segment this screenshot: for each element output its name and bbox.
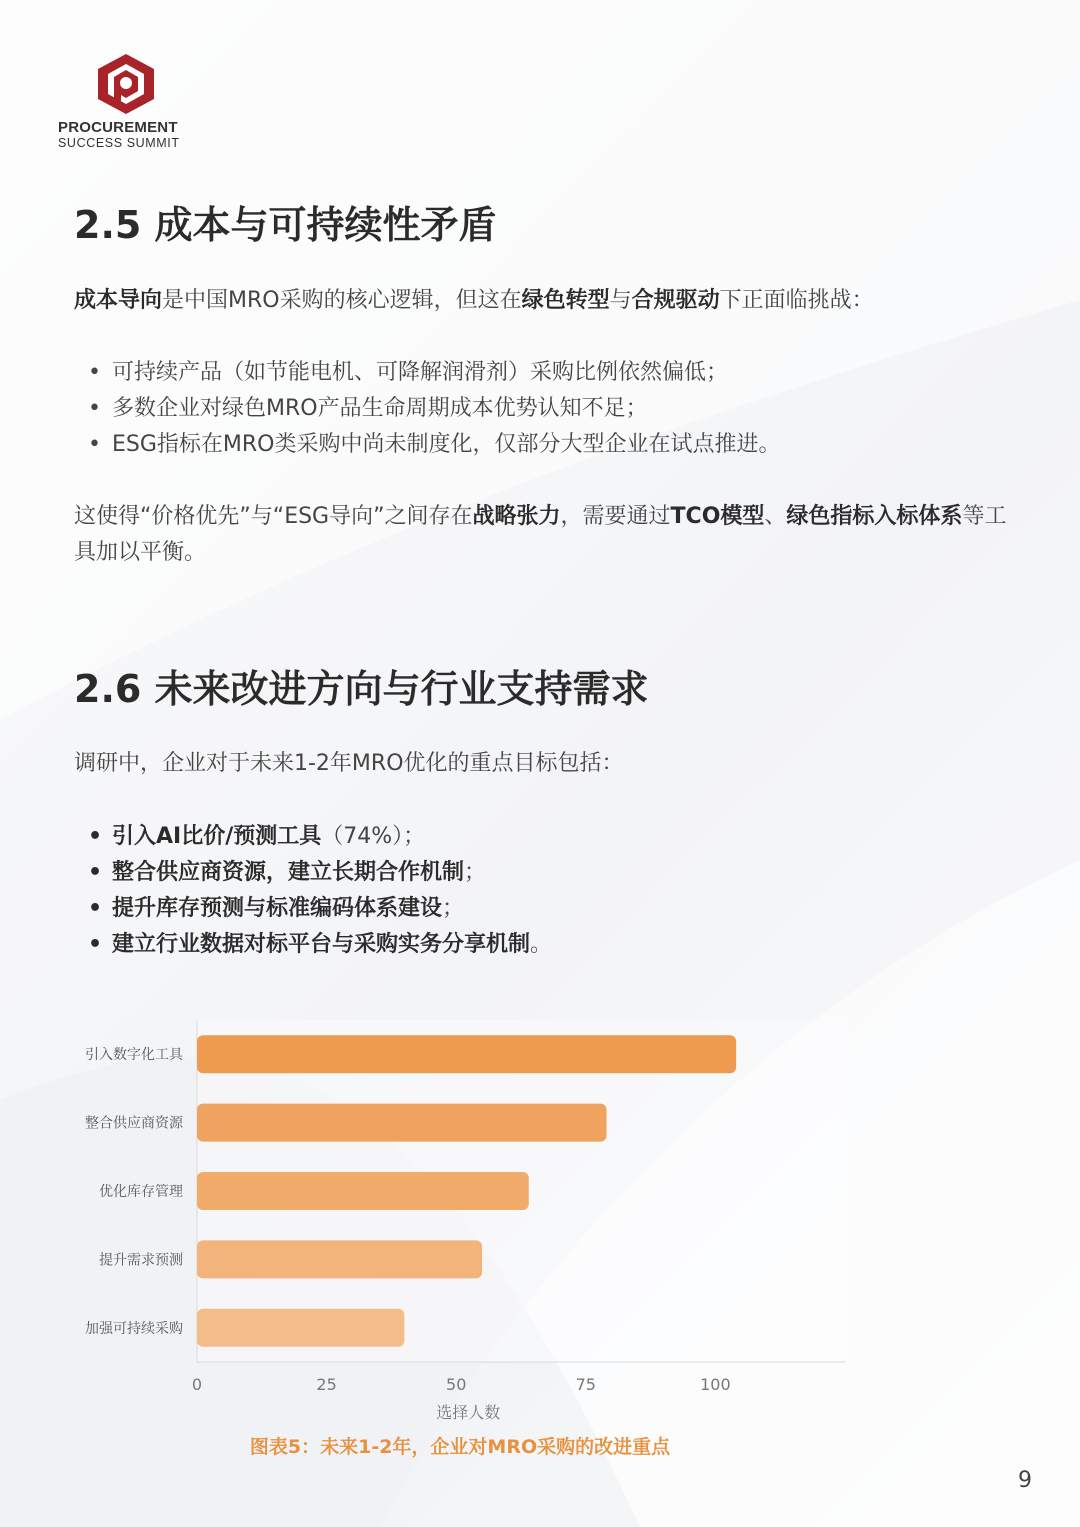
chart-bar <box>197 1035 736 1073</box>
bullet-icon: • <box>88 860 103 885</box>
x-tick-label: 0 <box>191 1375 203 1394</box>
bullet-icon: • <box>88 824 103 849</box>
list-item: • ESG指标在MRO类采购中尚未制度化，仅部分大型企业在试点推进。 <box>74 427 781 463</box>
y-tick-label: 加强可持续采购 <box>85 1320 183 1337</box>
bullet-icon: • <box>88 432 101 457</box>
section-2-6-bullet-list <box>74 819 552 963</box>
bullet-icon: • <box>88 932 103 957</box>
section-2-5-conclusion: 这使得“价格优先”与“ESG导向”之间存在战略张力，需要通过TCO模型、绿色指标入标体系等工具加以平衡。 <box>74 504 1007 565</box>
chart-bar <box>197 1309 404 1347</box>
section-2-5-title: 2.5 成本与可持续性矛盾 <box>74 203 497 247</box>
list-item: • 可持续产品（如节能电机、可降解润滑剂）采购比例依然偏低； <box>74 355 781 391</box>
chart-bar <box>197 1240 482 1278</box>
bullet-icon: • <box>88 896 103 921</box>
list-item: • 建立行业数据对标平台与采购实务分享机制。 <box>74 927 552 963</box>
y-tick-label: 优化库存管理 <box>99 1184 183 1200</box>
x-tick-label: 25 <box>316 1375 337 1394</box>
list-item: • 提升库存预测与标准编码体系建设； <box>74 891 552 927</box>
y-tick-label: 引入数字化工具 <box>85 1047 183 1064</box>
y-tick-label: 整合供应商资源 <box>85 1115 183 1132</box>
bullet-icon: • <box>88 396 101 421</box>
chart-bar <box>197 1104 607 1142</box>
improvement-priorities-bar-chart <box>0 1000 1080 1440</box>
section-2-5-intro: 成本导向是中国MRO采购的核心逻辑，但这在绿色转型与合规驱动下正面临挑战： <box>74 288 874 313</box>
section-2-6-intro: 调研中，企业对于未来1-2年MRO优化的重点目标包括： <box>74 751 624 776</box>
section-2-5-bullet-list <box>74 355 781 463</box>
list-item: • 引入AI比价/预测工具（74%）； <box>74 819 552 855</box>
chart-caption: 图表5：未来1-2年，企业对MRO采购的改进重点 <box>249 1436 671 1458</box>
y-tick-label: 提升需求预测 <box>99 1252 183 1269</box>
hexagon-logo-icon <box>96 52 156 116</box>
x-tick-label: 50 <box>446 1375 467 1394</box>
x-axis-title: 选择人数 <box>436 1403 501 1422</box>
chart-bar <box>197 1172 529 1210</box>
x-tick-label: 75 <box>575 1375 596 1394</box>
section-2-6-title: 2.6 未来改进方向与行业支持需求 <box>74 667 649 711</box>
list-item: • 多数企业对绿色MRO产品生命周期成本优势认知不足； <box>74 391 781 427</box>
x-tick-label: 100 <box>700 1375 731 1394</box>
list-item: • 整合供应商资源，建立长期合作机制； <box>74 855 552 891</box>
logo-text-secondary: SUCCESS SUMMIT <box>58 136 180 150</box>
bullet-icon: • <box>88 360 101 385</box>
summit-logo <box>58 52 198 150</box>
logo-text-primary: PROCUREMENT <box>58 119 178 136</box>
page-number: 9 <box>1018 1468 1032 1493</box>
